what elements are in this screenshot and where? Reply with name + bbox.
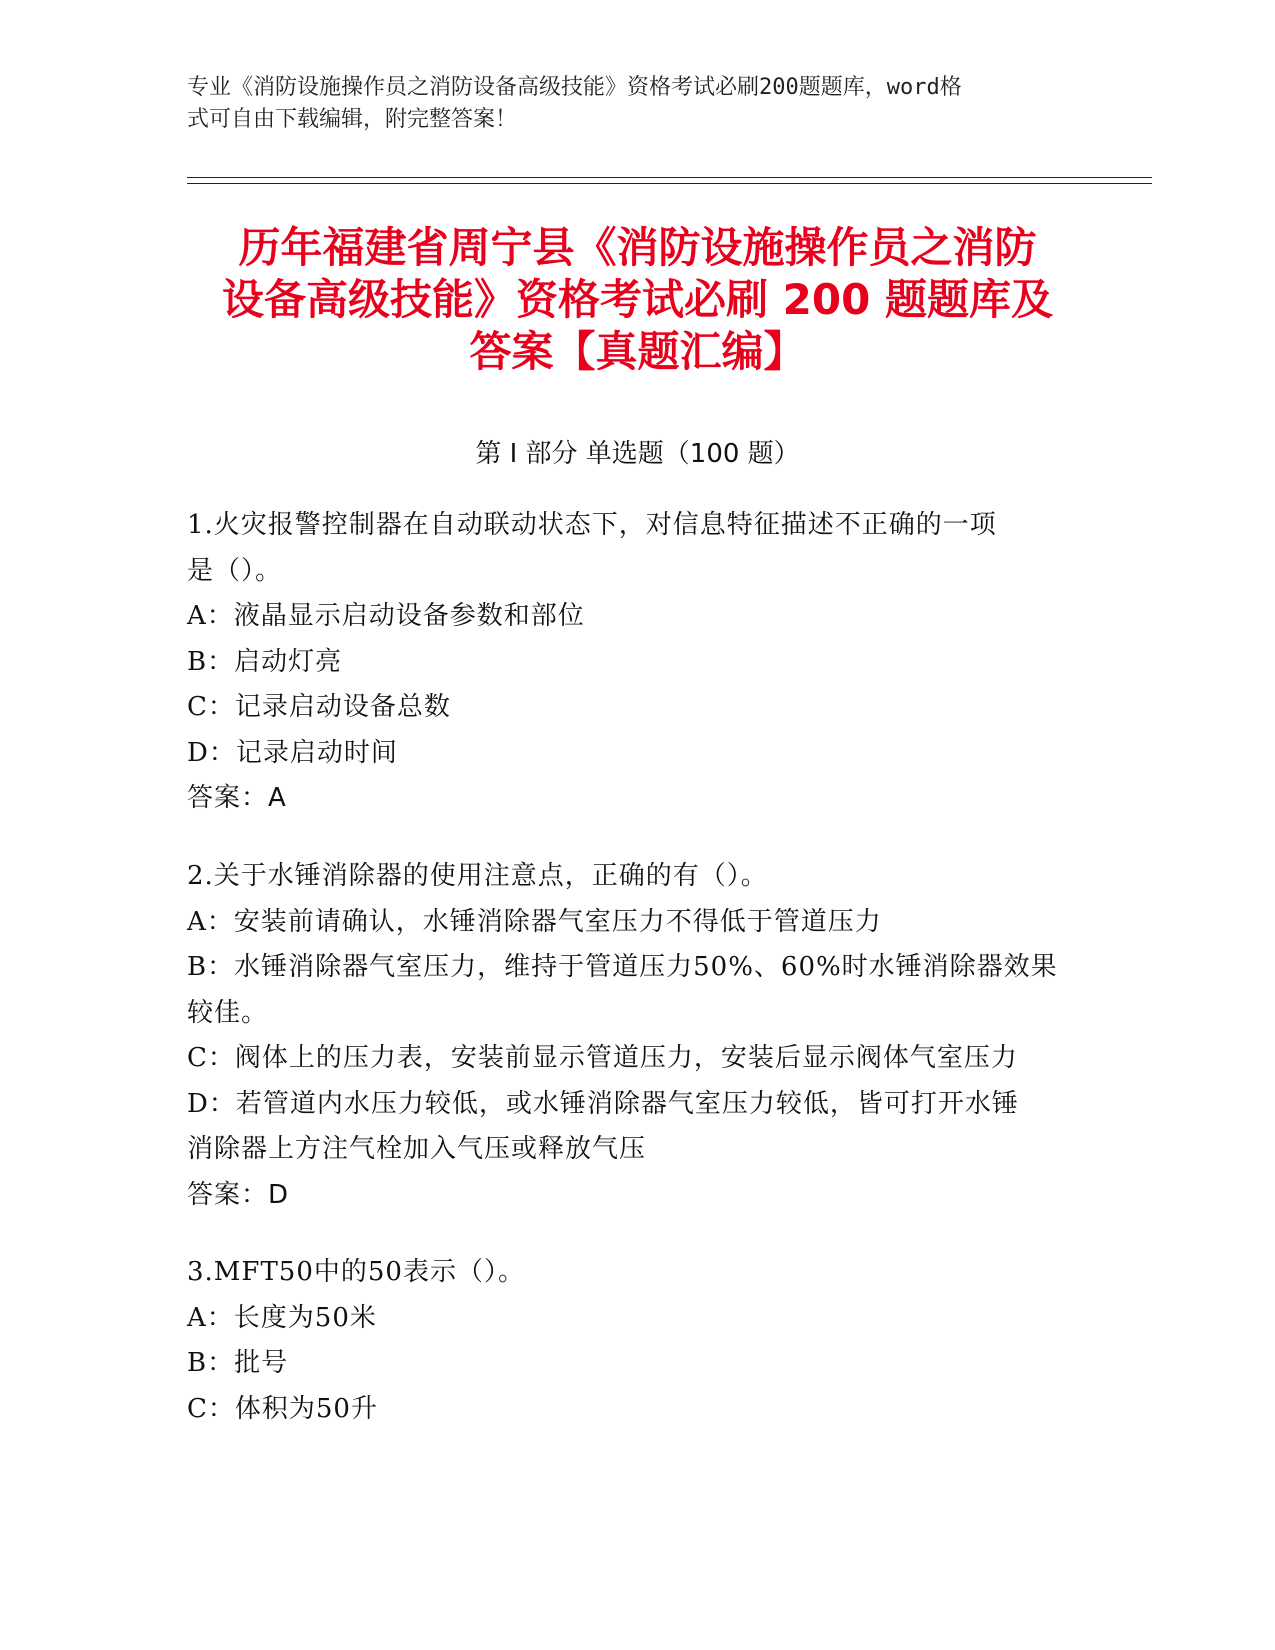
answer: 答案：A xyxy=(187,783,287,813)
option-b: B：水锤消除器气室压力，维持于管道压力50%、60%时水锤消除器效果 xyxy=(187,952,1058,982)
option-b: B：启动灯亮 xyxy=(187,646,343,677)
answer: 答案：D xyxy=(187,1179,290,1210)
question-2 xyxy=(187,854,1087,1218)
header-line-1: 专业《消防设施操作员之消防设备高级技能》资格考试必刷200题题库，word格 xyxy=(187,75,962,100)
section-heading: 第 I 部分 单选题（100 题） xyxy=(475,439,800,469)
header-divider-bottom xyxy=(187,183,1152,184)
option-d: D：若管道内水压力较低，或水锤消除器气室压力较低，皆可打开水锤 xyxy=(187,1088,1019,1119)
question-stem: 1.火灾报警控制器在自动联动状态下，对信息特征描述不正确的一项 xyxy=(187,510,997,540)
option-c: C：阀体上的压力表，安装前显示管道压力，安装后显示阀体气室压力 xyxy=(187,1043,1018,1073)
option-b-cont: 较佳。 xyxy=(187,997,269,1028)
option-a: A：液晶显示启动设备参数和部位 xyxy=(187,601,585,631)
title-line-1: 历年福建省周宁县《消防设施操作员之消防 xyxy=(238,223,1037,272)
header-line-2: 式可自由下载编辑，附完整答案！ xyxy=(187,107,518,132)
question-1 xyxy=(187,503,1087,822)
question-3 xyxy=(187,1250,1087,1432)
header-divider-top xyxy=(187,177,1152,178)
question-stem: 3.MFT50中的50表示（）。 xyxy=(187,1257,525,1287)
question-stem-cont: 是（）。 xyxy=(187,555,283,586)
document-header xyxy=(187,72,1067,136)
document-title xyxy=(170,222,1105,378)
option-d-cont: 消除器上方注气栓加入气压或释放气压 xyxy=(187,1134,647,1164)
option-a: A：安装前请确认，水锤消除器气室压力不得低于管道压力 xyxy=(187,906,882,937)
title-line-2: 设备高级技能》资格考试必刷 200 题题库及 xyxy=(222,275,1053,324)
option-c: C：记录启动设备总数 xyxy=(187,692,451,722)
option-c: C：体积为50升 xyxy=(187,1393,378,1424)
option-a: A：长度为50米 xyxy=(187,1302,377,1333)
option-d: D：记录启动时间 xyxy=(187,737,398,768)
option-b: B：批号 xyxy=(187,1348,289,1378)
question-stem: 2.关于水锤消除器的使用注意点，正确的有（）。 xyxy=(187,861,768,891)
title-line-3: 答案【真题汇编】 xyxy=(469,327,806,376)
